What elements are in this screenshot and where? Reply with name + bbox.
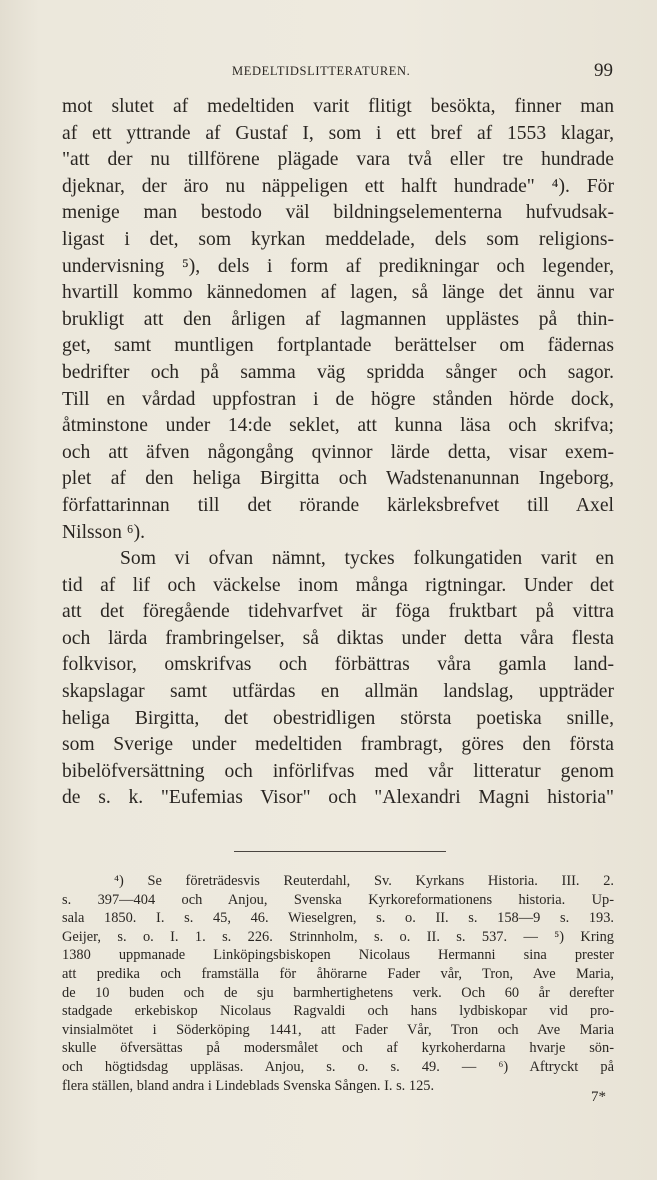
text-line: af ett yttrande af Gustaf I, som i ett bref af 1553 klagar,	[62, 122, 614, 144]
footnote-line: att predika och framställa för åhörarne Fader vår, Tron, Ave Maria,	[62, 965, 614, 982]
main-text	[62, 94, 614, 812]
text-line: bedrifter och på samma väg spridda sånger och sagor.	[62, 361, 614, 383]
footnote-line: vinsialmötet i Söderköping 1441, att Fader Vår, Tron och Ave Maria	[62, 1021, 614, 1038]
footnote-line: skulle öfversättas på modersmålet och af kyrkoherdarna hvarje sön-	[62, 1040, 614, 1057]
text-line: skapslagar samt utfärdas en allmän landslag, uppträder	[62, 681, 614, 703]
text-line: ligast i det, som kyrkan meddelade, dels som religions-	[62, 228, 614, 250]
footnote-line: flera ställen, bland andra i Lindeblads Svenska Sången. I. s. 125.	[62, 1077, 435, 1094]
text-line: heliga Birgitta, det obestridligen största poetiska snille,	[62, 707, 614, 729]
text-line: Som vi ofvan nämnt, tyckes folkungatiden varit en	[120, 548, 614, 570]
footnote-line: sala 1850. I. s. 45, 46. Wieselgren, s. o. II. s. 158—9 s. 193.	[62, 910, 614, 927]
text-line: Till en vårdad uppfostran i de högre stånden hörde dock,	[62, 388, 614, 410]
footnote-line: 1380 uppmanade Linköpingsbiskopen Nicolaus Hermanni sina prester	[62, 947, 614, 964]
text-line: get, samt muntligen fortplantade berättelser om fädernas	[62, 335, 614, 357]
text-line: menige man bestodo väl bildningselementerna hufvudsak-	[62, 202, 614, 224]
text-line: och lärda frambringelser, så diktas under detta våra flesta	[62, 627, 614, 649]
footnote-line: Geijer, s. o. I. 1. s. 226. Strinnholm, s. o. II. s. 537. — ⁵) Kring	[62, 928, 614, 945]
footnote-line: ⁴) Se företrädesvis Reuterdahl, Sv. Kyrkans Historia. III. 2.	[114, 873, 614, 889]
text-line: tid af lif och väckelse inom många rigtningar. Under det	[62, 574, 614, 596]
text-line: brukligt att den årligen af lagmannen upplästes på thin-	[62, 308, 614, 330]
text-line: "att der nu tillförene plägade vara två eller tre hundrade	[62, 149, 614, 171]
text-line: de s. k. "Eufemias Visor" och "Alexandri Magni historia"	[62, 787, 614, 809]
text-line: åtminstone under 14:de seklet, att kunna läsa och skrifva;	[62, 415, 614, 437]
text-line: folkvisor, omskrifvas och förbättras våra gamla land-	[62, 654, 614, 676]
text-line: mot slutet af medeltiden varit flitigt besökta, finner man	[62, 96, 614, 117]
footnote-divider	[234, 851, 446, 852]
text-line: som Sverige under medeltiden frambragt, göres den första	[62, 734, 614, 756]
footnote-line: stadgade erkebiskop Nicolaus Ragvaldi och hans lydbiskopar vid pro-	[62, 1003, 614, 1020]
text-line: och att äfven någongång qvinnor lärde detta, visar exem-	[62, 441, 614, 463]
text-line: att det föregående tidehvarfvet är föga fruktbart på vittra	[62, 601, 614, 623]
text-line: bibelöfversättning och införlifvas med vår litteratur genom	[62, 760, 614, 782]
text-line: plet af den heliga Birgitta och Wadstenanunnan Ingeborg,	[62, 468, 614, 490]
footnote-line: de 10 buden och de sju barmhertighetens verk. Och 60 år derefter	[62, 984, 614, 1001]
footnote-line: och högtidsdag uppläsas. Anjou, s. o. s. 49. — ⁶) Aftryckt på	[62, 1058, 614, 1075]
footnotes	[62, 872, 614, 1095]
text-line: hvartill kommo kännedomen af lagen, så länge det ännu var	[62, 282, 614, 304]
text-line: författarinnan till det rörande kärleksbrefvet till Axel	[62, 494, 614, 516]
text-line: Nilsson ⁶).	[62, 521, 146, 543]
page-number: 99	[594, 60, 613, 81]
page-header	[232, 60, 613, 84]
text-line: undervisning ⁵), dels i form af predikningar och legender,	[62, 255, 614, 277]
text-line: djeknar, der äro nu näppeligen ett halft hundrade" ⁴). För	[62, 175, 614, 197]
running-head: MEDELTIDSLITTERATUREN.	[232, 64, 411, 78]
signature-mark: 7*	[591, 1089, 606, 1105]
footnote-line: s. 397—404 och Anjou, Svenska Kyrkoreformationens historia. Up-	[62, 891, 614, 908]
